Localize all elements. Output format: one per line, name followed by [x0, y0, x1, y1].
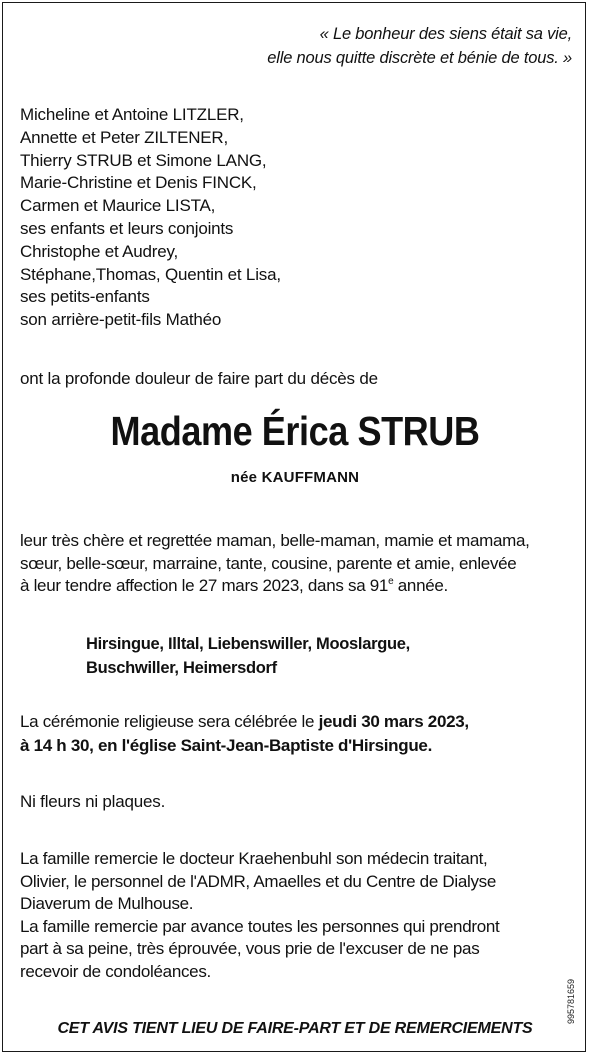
thanks-line: part à sa peine, très éprouvée, vous prie de l'excuser de ne pas — [20, 939, 480, 959]
tribute-paragraph — [20, 530, 576, 598]
family-line: ses petits-enfants — [20, 287, 150, 307]
quote-line: « Le bonheur des siens était sa vie, — [319, 25, 572, 43]
reference-number: 995781659 — [566, 978, 576, 1024]
ceremony-text: La cérémonie religieuse sera célébrée le — [20, 712, 319, 731]
ceremony-line — [20, 710, 469, 734]
thanks-line: Diaverum de Mulhouse. — [20, 894, 194, 914]
family-line: Stéphane,Thomas, Quentin et Lisa, — [20, 264, 281, 284]
thanks-line: Olivier, le personnel de l'ADMR, Amaelles et du Centre de Dialyse — [20, 871, 497, 891]
ceremony-line — [20, 734, 469, 758]
tribute-text: année. — [393, 576, 448, 595]
ceremony-time-place: à 14 h 30, en l'église Saint-Jean-Baptiste d'Hirsingue. — [20, 735, 432, 755]
ceremony-paragraph — [20, 710, 469, 757]
thanks-paragraph — [20, 848, 499, 984]
tribute-line: sœur, belle-sœur, marraine, tante, cousine, parente et amie, enlevée — [20, 553, 517, 573]
family-line: Carmen et Maurice LISTA, — [20, 196, 216, 216]
villages-line: Hirsingue, Illtal, Liebenswiller, Mooslargue, — [86, 635, 410, 653]
flowers-note: Ni fleurs ni plaques. — [20, 792, 166, 811]
family-line: Micheline et Antoine LITZLER, — [20, 105, 244, 124]
tribute-line: leur très chère et regrettée maman, belle-maman, mamie et mamama, — [20, 531, 530, 550]
family-list — [20, 104, 281, 332]
family-line: Annette et Peter ZILTENER, — [20, 127, 229, 147]
villages-line: Buschwiller, Heimersdorf — [86, 659, 277, 677]
family-line: son arrière-petit-fils Mathéo — [20, 310, 222, 330]
maiden-name: née KAUFFMANN — [230, 469, 360, 486]
epigraph-quote — [267, 22, 572, 70]
thanks-line: La famille remercie le docteur Kraehenbuhl son médecin traitant, — [20, 849, 488, 868]
ceremony-date: jeudi 30 mars 2023, — [318, 712, 469, 731]
thanks-line: La famille remercie par avance toutes les personnes qui prendront — [20, 916, 500, 936]
family-line: Christophe et Audrey, — [20, 241, 179, 261]
family-line: Thierry STRUB et Simone LANG, — [20, 150, 267, 170]
tribute-line — [20, 575, 576, 598]
family-line: ses enfants et leurs conjoints — [20, 218, 234, 238]
family-line: Marie-Christine et Denis FINCK, — [20, 173, 257, 193]
announcement-intro: ont la profonde douleur de faire part du décès de — [20, 369, 378, 388]
thanks-line: recevoir de condoléances. — [20, 961, 211, 981]
villages-list — [86, 632, 410, 680]
quote-line: elle nous quitte discrète et bénie de tous. » — [267, 49, 572, 67]
deceased-name: Madame Érica STRUB — [110, 408, 480, 454]
ordinal-suffix: e — [388, 576, 394, 587]
tribute-text: à leur tendre affection le 27 mars 2023, dans sa 91 — [20, 576, 389, 595]
footer-notice: CET AVIS TIENT LIEU DE FAIRE-PART ET DE REMERCIEMENTS — [57, 1020, 533, 1037]
